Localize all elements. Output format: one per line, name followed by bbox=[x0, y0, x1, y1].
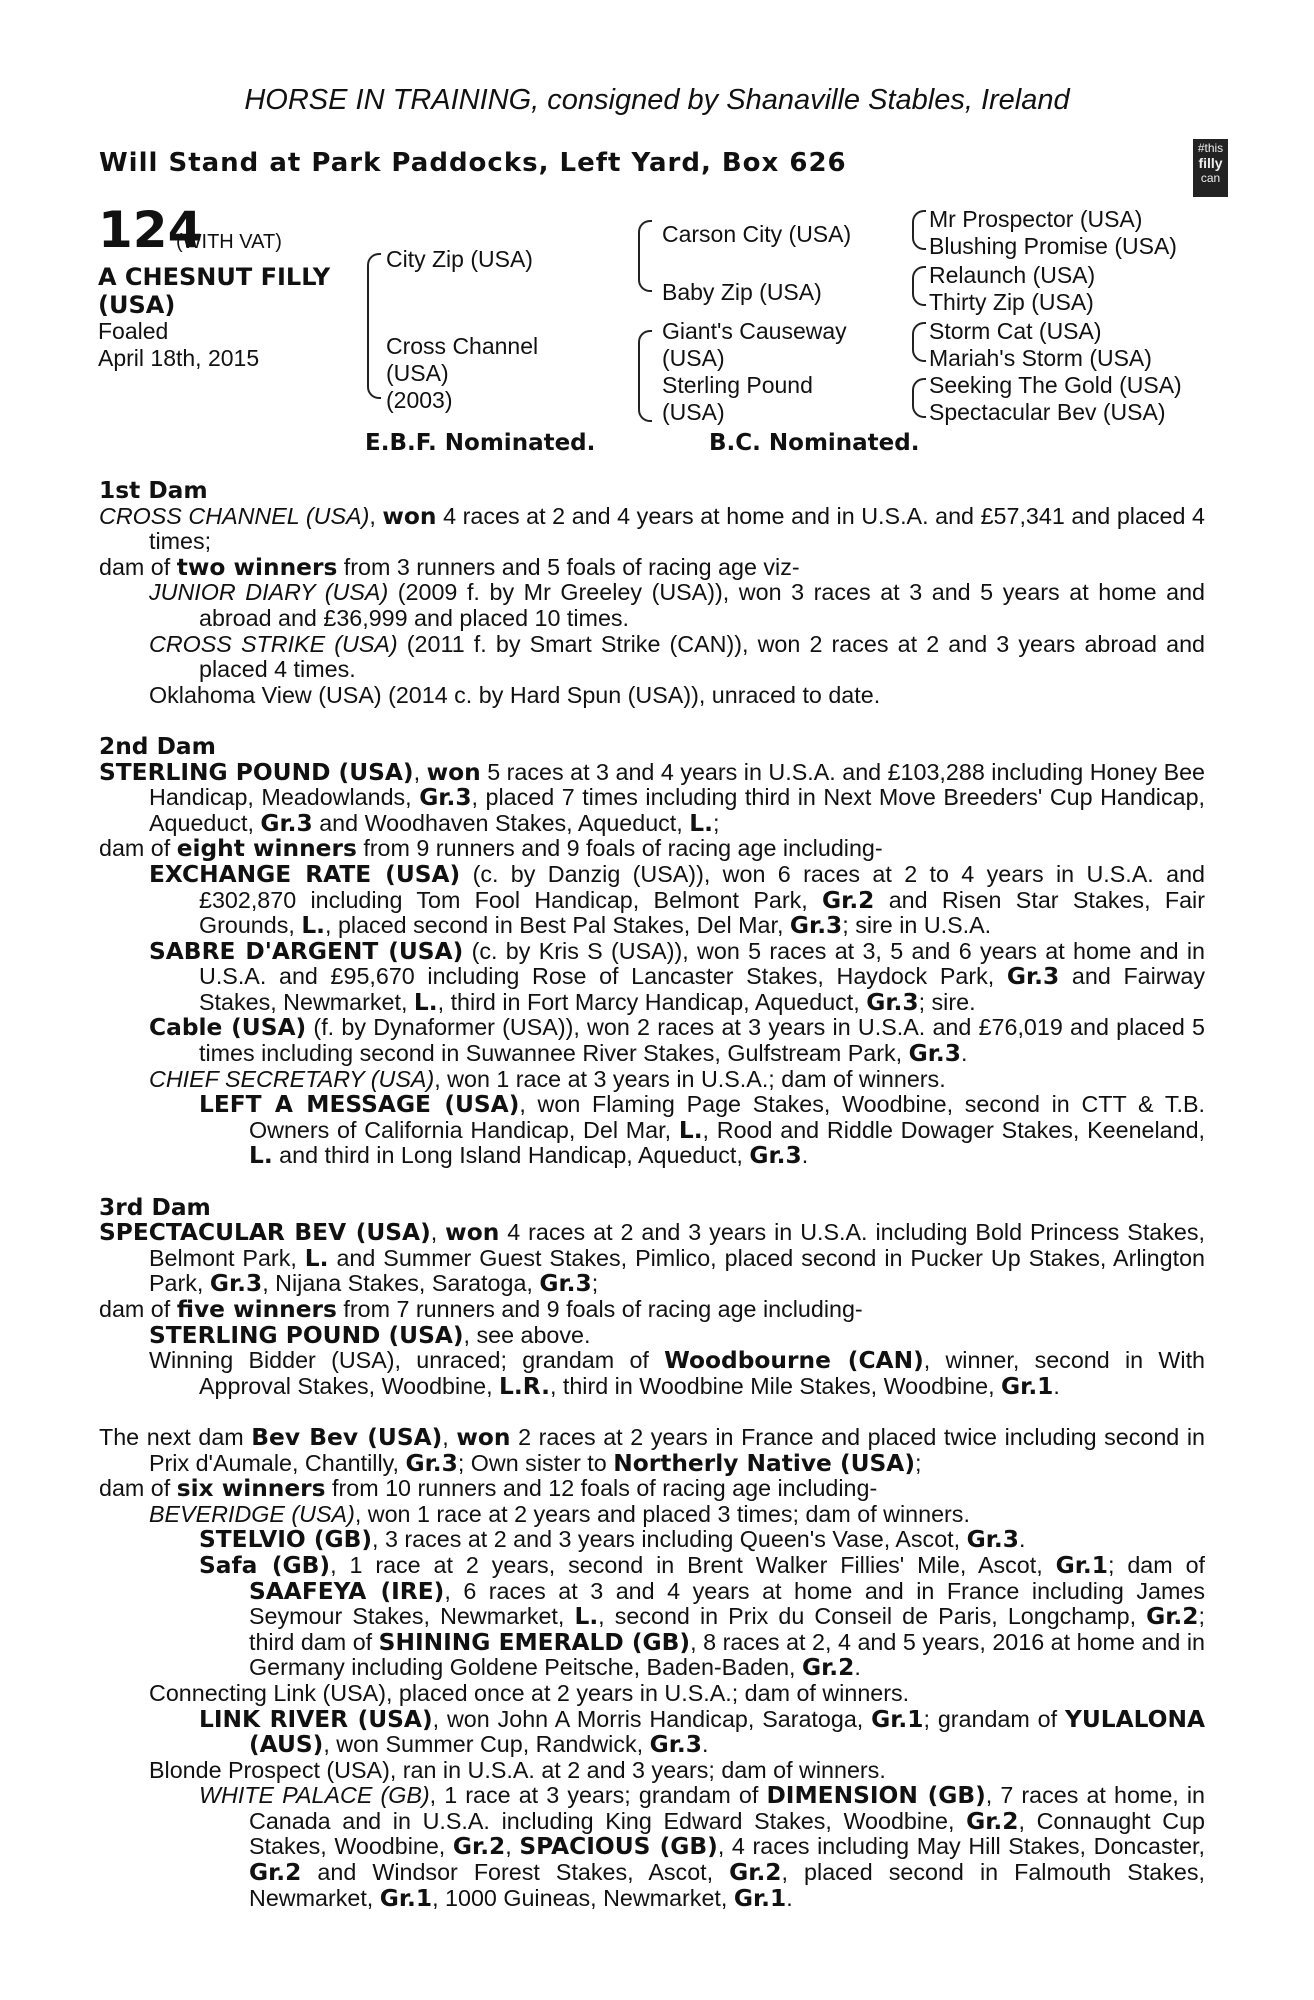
winners-count: two winners bbox=[176, 553, 338, 581]
dam-sire-line-1: Giant's Causeway bbox=[662, 318, 847, 344]
dam-of-line bbox=[99, 555, 1205, 581]
horse-name: SPACIOUS (GB) bbox=[519, 1833, 718, 1861]
record-text: 4 races at 2 and 4 years at home and in U.S.A. and £57,341 and placed 4 times; bbox=[149, 502, 1205, 555]
grade: Gr.1 bbox=[1001, 1372, 1054, 1400]
section-heading: 3rd Dam bbox=[99, 1193, 211, 1221]
third-dam-section bbox=[99, 1195, 1205, 1400]
text: The next dam bbox=[99, 1423, 252, 1450]
text: , won 1 race at 2 years and placed 3 times; dam of winners. bbox=[354, 1500, 970, 1527]
dam-dam-line-2: (USA) bbox=[662, 399, 725, 425]
horse-name: Woodbourne (CAN) bbox=[664, 1347, 924, 1375]
progeny-3: Oklahoma View (USA) (2014 c. by Hard Spun (USA)), unraced to date. bbox=[149, 681, 881, 708]
text: , 3 races at 2 and 3 years including Queen's Vase, Ascot, bbox=[372, 1526, 967, 1553]
sire-name: City Zip (USA) bbox=[386, 246, 533, 272]
text: ; Own sister to bbox=[457, 1449, 614, 1476]
text: (2009 f. by Mr Greeley (USA)), won 3 races at 3 and 5 years at home and abroad and £36,999 and placed 10 times. bbox=[199, 579, 1205, 631]
horse-name: DIMENSION (GB) bbox=[766, 1782, 986, 1810]
sire-dam: Baby Zip (USA) bbox=[662, 279, 822, 305]
text: , Nijana Stakes, Saratoga, bbox=[262, 1270, 540, 1297]
grade: Gr.3 bbox=[405, 1449, 458, 1477]
filly-logo bbox=[1193, 139, 1228, 197]
text: , 1 race at 2 years, second in Brent Walker Fillies' Mile, Ascot, bbox=[330, 1551, 1056, 1578]
dam-record: CROSS CHANNEL (USA), won 4 races at 2 and 4 years at home and in U.S.A. and £57,341 and placed 4 times; bbox=[99, 502, 1205, 555]
gen3-4: Thirty Zip (USA) bbox=[929, 289, 1094, 315]
text: . bbox=[801, 1142, 809, 1169]
text: 2 races at 2 years in France and placed twice including second in Prix d'Aumale, Chantilly, bbox=[149, 1423, 1205, 1476]
text: from 9 runners and 9 foals of racing age including- bbox=[356, 835, 883, 862]
grade: L.R. bbox=[499, 1372, 550, 1400]
grade: Gr.3 bbox=[649, 1731, 702, 1759]
text: Winning Bidder (USA), unraced; grandam of bbox=[149, 1347, 665, 1374]
text: ; grandam of bbox=[923, 1705, 1065, 1732]
pedigree-brace-7 bbox=[912, 378, 926, 418]
progeny-beveridge bbox=[149, 1502, 1205, 1528]
grade: L. bbox=[249, 1142, 273, 1170]
second-dam-section bbox=[99, 734, 1205, 1169]
text: ; bbox=[591, 1270, 599, 1297]
horse-name: SHINING EMERALD (GB) bbox=[378, 1628, 691, 1656]
text: , Connaught Cup Stakes, Woodbine, bbox=[249, 1807, 1205, 1860]
text: dam of bbox=[99, 553, 177, 580]
text: , placed second in Falmouth Stakes, Newmarket, bbox=[249, 1859, 1205, 1911]
grade: Gr.2 bbox=[249, 1859, 302, 1887]
grade: Gr.3 bbox=[866, 988, 919, 1016]
text: ; third dam of bbox=[249, 1603, 1205, 1655]
text: from 3 runners and 5 foals of racing age viz- bbox=[337, 553, 800, 580]
horse-name: STERLING POUND (USA) bbox=[99, 758, 414, 786]
grade: Gr.2 bbox=[966, 1807, 1019, 1835]
gen3-8: Spectacular Bev (USA) bbox=[929, 399, 1166, 425]
dam-of-line bbox=[99, 1297, 1205, 1323]
text: dam of bbox=[99, 1475, 177, 1502]
logo-top: #this bbox=[1197, 141, 1224, 155]
text: , second in Prix du Conseil de Paris, Longchamp, bbox=[598, 1603, 1147, 1630]
dam-dam bbox=[662, 372, 813, 426]
dam-line-1: Cross Channel bbox=[386, 333, 539, 359]
text: , placed second in Best Pal Stakes, Del Mar, bbox=[325, 912, 790, 939]
progeny-cable bbox=[149, 1015, 1205, 1066]
text: and Risen Star Stakes, Fair Grounds, bbox=[199, 886, 1205, 939]
text: . bbox=[701, 1731, 709, 1758]
text: , third in Woodbine Mile Stakes, Woodbine, bbox=[549, 1372, 1002, 1399]
horse-name: CROSS CHANNEL (USA) bbox=[99, 502, 370, 529]
grade: L. bbox=[304, 1244, 329, 1272]
pedigree-brace-5 bbox=[912, 266, 926, 306]
catalogue-body bbox=[99, 478, 1205, 1911]
grade: Gr.3 bbox=[749, 1142, 802, 1170]
grade: Gr.2 bbox=[452, 1833, 506, 1861]
text: , 1 race at 3 years; grandam of bbox=[429, 1782, 767, 1809]
text: and third in Long Island Handicap, Aqueduct, bbox=[272, 1142, 750, 1169]
pedigree-brace-2 bbox=[638, 220, 652, 292]
text: from 7 runners and 9 foals of racing age including- bbox=[336, 1296, 863, 1322]
description-line-1: A CHESNUT FILLY bbox=[98, 263, 331, 291]
text: , winner, second in With Approval Stakes, Woodbine, bbox=[199, 1347, 1206, 1399]
text: ; bbox=[712, 809, 720, 836]
gen3-1: Mr Prospector (USA) bbox=[929, 206, 1143, 232]
grade: Gr.3 bbox=[1006, 963, 1060, 991]
horse-name: WHITE PALACE (GB) bbox=[199, 1782, 430, 1809]
horse-name: Safa (GB) bbox=[199, 1551, 331, 1579]
gen3-6: Mariah's Storm (USA) bbox=[929, 345, 1152, 371]
text: ; bbox=[914, 1449, 922, 1476]
text: 5 races at 3 and 4 years in U.S.A. and £103,288 including Honey Bee Handicap, Meadowlands, bbox=[149, 758, 1206, 811]
grade: Gr.1 bbox=[871, 1705, 924, 1733]
won-label: won bbox=[382, 502, 437, 530]
page-title: HORSE IN TRAINING, consigned by Shanaville Stables, Ireland bbox=[244, 84, 1070, 116]
horse-name: Northerly Native (USA) bbox=[613, 1449, 915, 1477]
horse-name: CHIEF SECRETARY (USA) bbox=[149, 1065, 435, 1092]
won-label: won bbox=[426, 758, 481, 786]
text: and Summer Guest Stakes, Pimlico, placed second in Pucker Up Stakes, Arlington Park, bbox=[149, 1244, 1205, 1297]
gen3-5: Storm Cat (USA) bbox=[929, 318, 1102, 344]
text: , 4 races including May Hill Stakes, Doncaster, bbox=[717, 1833, 1205, 1860]
logo-bot: can bbox=[1200, 171, 1221, 185]
pedigree-brace-3 bbox=[638, 330, 652, 422]
text: (c. by Kris S (USA)), won 5 races at 3, 5 and 6 years at home and in U.S.A. and £95,670 including Rose of Lancaster Stakes, Haydock Park, bbox=[199, 937, 1205, 990]
ebf-nominated: E.B.F. Nominated. bbox=[365, 430, 596, 456]
gen3-2: Blushing Promise (USA) bbox=[929, 233, 1177, 259]
grade: Gr.2 bbox=[729, 1859, 782, 1887]
dam-record: SPECTACULAR BEV (USA), won 4 races at 2 and 3 years in U.S.A. including Bold Princess Stakes, Belmont Park, L. and Summer Guest Stakes, Pimlico, placed second in Pucker Up Stakes, Arlington Park, Gr.3, Nijana Stakes, Saratoga, Gr.3; bbox=[99, 1219, 1205, 1298]
section-heading: 2nd Dam bbox=[99, 732, 216, 760]
dam-of-line bbox=[99, 1476, 1205, 1502]
grade: Gr.2 bbox=[1146, 1603, 1199, 1631]
grade: L. bbox=[678, 1116, 703, 1144]
progeny-connecting-link: Connecting Link (USA), placed once at 2 years in U.S.A.; dam of winners. bbox=[149, 1679, 910, 1706]
stand-location: Will Stand at Park Paddocks, Left Yard, Box 626 bbox=[99, 148, 847, 178]
horse-name: STELVIO (GB) bbox=[199, 1526, 373, 1554]
grade: Gr.3 bbox=[789, 912, 843, 940]
foaled-label: Foaled bbox=[98, 318, 169, 344]
grade: Gr.2 bbox=[802, 1654, 855, 1682]
dam-name bbox=[386, 333, 538, 414]
text: , 7 races at home, in Canada and in U.S.A. including King Edward Stakes, Woodbine, bbox=[249, 1782, 1205, 1834]
grade: Gr.3 bbox=[966, 1526, 1019, 1554]
grade: L. bbox=[574, 1603, 599, 1631]
progeny-blonde-prospect: Blonde Prospect (USA), ran in U.S.A. at 2 and 3 years; dam of winners. bbox=[149, 1756, 886, 1783]
horse-name: LINK RIVER (USA) bbox=[199, 1705, 433, 1733]
text: (c. by Danzig (USA)), won 6 races at 2 to 4 years in U.S.A. and £302,870 including Tom Fool Handicap, Belmont Park, bbox=[199, 860, 1205, 913]
text: , won John A Morris Handicap, Saratoga, bbox=[432, 1705, 872, 1732]
horse-name: CROSS STRIKE (USA) bbox=[149, 630, 398, 657]
gen3-7: Seeking The Gold (USA) bbox=[929, 372, 1182, 398]
text: and Fairway Stakes, Newmarket, bbox=[199, 963, 1205, 1015]
winners-count: five winners bbox=[176, 1296, 337, 1323]
text: , bbox=[505, 1833, 520, 1860]
text: . bbox=[786, 1884, 793, 1911]
horse-name: BEVERIDGE (USA) bbox=[149, 1500, 355, 1527]
horse-name: SPECTACULAR BEV (USA) bbox=[99, 1219, 431, 1247]
progeny-exchange-rate bbox=[149, 862, 1205, 939]
logo-mid: filly bbox=[1198, 155, 1223, 171]
text: dam of bbox=[99, 835, 177, 862]
dam-sire-line-2: (USA) bbox=[662, 345, 725, 371]
won-label: won bbox=[445, 1219, 500, 1247]
grade: Gr.1 bbox=[733, 1884, 787, 1912]
lot-description bbox=[98, 263, 330, 319]
grade: Gr.1 bbox=[1055, 1551, 1108, 1579]
progeny-chief-secretary bbox=[149, 1067, 1205, 1093]
text: , placed 7 times including third in Next Move Breeders' Cup Handicap, Aqueduct, bbox=[149, 784, 1205, 836]
text: ; dam of bbox=[1107, 1551, 1206, 1578]
dam-line-3: (2003) bbox=[386, 387, 453, 413]
text: from 10 runners and 12 foals of racing age including- bbox=[325, 1475, 878, 1502]
foaled-value: April 18th, 2015 bbox=[98, 345, 260, 371]
grade: Gr.3 bbox=[419, 784, 472, 812]
text: (f. by Dynaformer (USA)), won 2 races at 3 years in U.S.A. and £76,019 and placed 5 times including second in Suwannee River Stakes, Gulfstream Park, bbox=[199, 1014, 1205, 1067]
progeny-sterling-pound bbox=[149, 1323, 1205, 1349]
progeny-link-river bbox=[199, 1707, 1205, 1758]
text: , won Summer Cup, Randwick, bbox=[323, 1731, 650, 1758]
text: , won 1 race at 3 years in U.S.A.; dam of winners. bbox=[434, 1065, 946, 1092]
horse-name: SABRE D'ARGENT (USA) bbox=[149, 937, 464, 965]
next-dam-section bbox=[99, 1425, 1205, 1911]
grade: L. bbox=[689, 809, 713, 837]
dam-record: STERLING POUND (USA), won 5 races at 3 and 4 years in U.S.A. and £103,288 including Honey Bee Handicap, Meadowlands, Gr.3, placed 7 times including third in Next Move Breeders' Cup Handicap, Aqueduct, Gr.3 and Woodhaven Stakes, Aqueduct, L.; bbox=[99, 758, 1206, 837]
progeny-white-palace bbox=[199, 1783, 1205, 1911]
dam-record: The next dam Bev Bev (USA), won 2 races at 2 years in France and placed twice including second in Prix d'Aumale, Chantilly, Gr.3; Own sister to Northerly Native (USA); bbox=[99, 1423, 1205, 1477]
text: , 1000 Guineas, Newmarket, bbox=[432, 1884, 734, 1911]
grade: Gr.3 bbox=[209, 1270, 263, 1298]
text: , won Flaming Page Stakes, Woodbine, second in CTT & T.B. Owners of California Handicap, Del Mar, bbox=[249, 1091, 1205, 1143]
text: , Rood and Riddle Dowager Stakes, Keeneland, bbox=[702, 1116, 1206, 1143]
foaled-date bbox=[98, 318, 259, 372]
horse-name: Cable (USA) bbox=[149, 1014, 307, 1042]
horse-name: STERLING POUND (USA) bbox=[149, 1321, 464, 1349]
text: (2011 f. by Smart Strike (CAN)), won 2 races at 2 and 3 years abroad and placed 4 times. bbox=[199, 630, 1205, 683]
text: ; sire in U.S.A. bbox=[842, 912, 992, 939]
winners-count: eight winners bbox=[176, 835, 357, 863]
progeny-1 bbox=[149, 580, 1205, 631]
bc-nominated: B.C. Nominated. bbox=[709, 430, 920, 456]
pedigree-brace-4 bbox=[912, 210, 926, 250]
progeny-left-a-message bbox=[199, 1092, 1205, 1169]
horse-name: LEFT A MESSAGE (USA) bbox=[199, 1091, 520, 1119]
won-label: won bbox=[456, 1423, 511, 1451]
horse-name: SAAFEYA (IRE) bbox=[249, 1577, 445, 1605]
text: dam of bbox=[99, 1296, 177, 1322]
text: , 6 races at 3 and 4 years at home and in France including James Seymour Stakes, Newmarket, bbox=[249, 1577, 1205, 1630]
grade: Gr.3 bbox=[260, 809, 313, 837]
text: , 8 races at 2, 4 and 5 years, 2016 at home and in Germany including Goldene Peitsche, Baden-Baden, bbox=[249, 1628, 1205, 1681]
grade: L. bbox=[301, 912, 326, 940]
winners-count: six winners bbox=[176, 1475, 326, 1503]
dam-dam-line-1: Sterling Pound bbox=[662, 372, 813, 398]
lot-number: 124 bbox=[98, 201, 203, 259]
pedigree-brace-6 bbox=[912, 322, 926, 362]
text: . bbox=[1053, 1372, 1060, 1399]
text: , third in Fort Marcy Handicap, Aqueduct, bbox=[437, 988, 867, 1015]
grade: Gr.3 bbox=[908, 1040, 961, 1068]
section-heading: 1st Dam bbox=[99, 477, 208, 504]
horse-name: YULALONA (AUS) bbox=[249, 1705, 1205, 1759]
progeny-2 bbox=[149, 632, 1205, 683]
text: and Windsor Forest Stakes, Ascot, bbox=[301, 1859, 730, 1886]
grade: L. bbox=[413, 988, 438, 1016]
horse-name: EXCHANGE RATE (USA) bbox=[149, 860, 461, 888]
grade: Gr.1 bbox=[379, 1884, 433, 1912]
progeny-stelvio: STELVIO (GB), 3 races at 2 and 3 years including Queen's Vase, Ascot, Gr.3. bbox=[199, 1526, 1026, 1554]
first-dam-section bbox=[99, 478, 1205, 708]
gen3-3: Relaunch (USA) bbox=[929, 262, 1096, 288]
progeny-sabre-dargent bbox=[149, 939, 1205, 1016]
text: and Woodhaven Stakes, Aqueduct, bbox=[312, 809, 690, 836]
horse-name: JUNIOR DIARY (USA) bbox=[149, 579, 389, 606]
horse-name: Bev Bev (USA) bbox=[251, 1423, 443, 1451]
vat-label: (WITH VAT) bbox=[176, 231, 282, 253]
grade: Gr.3 bbox=[539, 1270, 592, 1298]
text: ; sire. bbox=[918, 988, 976, 1015]
progeny-winning-bidder bbox=[149, 1348, 1205, 1399]
text: , see above. bbox=[463, 1321, 591, 1348]
dam-of-line bbox=[99, 836, 1205, 862]
text: 4 races at 2 and 3 years in U.S.A. including Bold Princess Stakes, Belmont Park, bbox=[149, 1219, 1205, 1271]
sire-sire: Carson City (USA) bbox=[662, 221, 852, 247]
pedigree-brace-1 bbox=[367, 253, 381, 399]
description-line-2: (USA) bbox=[98, 291, 176, 319]
progeny-safa bbox=[199, 1553, 1205, 1681]
text: . bbox=[960, 1040, 968, 1067]
grade: Gr.2 bbox=[822, 886, 875, 914]
dam-sire bbox=[662, 318, 847, 372]
text: . bbox=[854, 1654, 861, 1681]
dam-line-2: (USA) bbox=[386, 360, 449, 386]
